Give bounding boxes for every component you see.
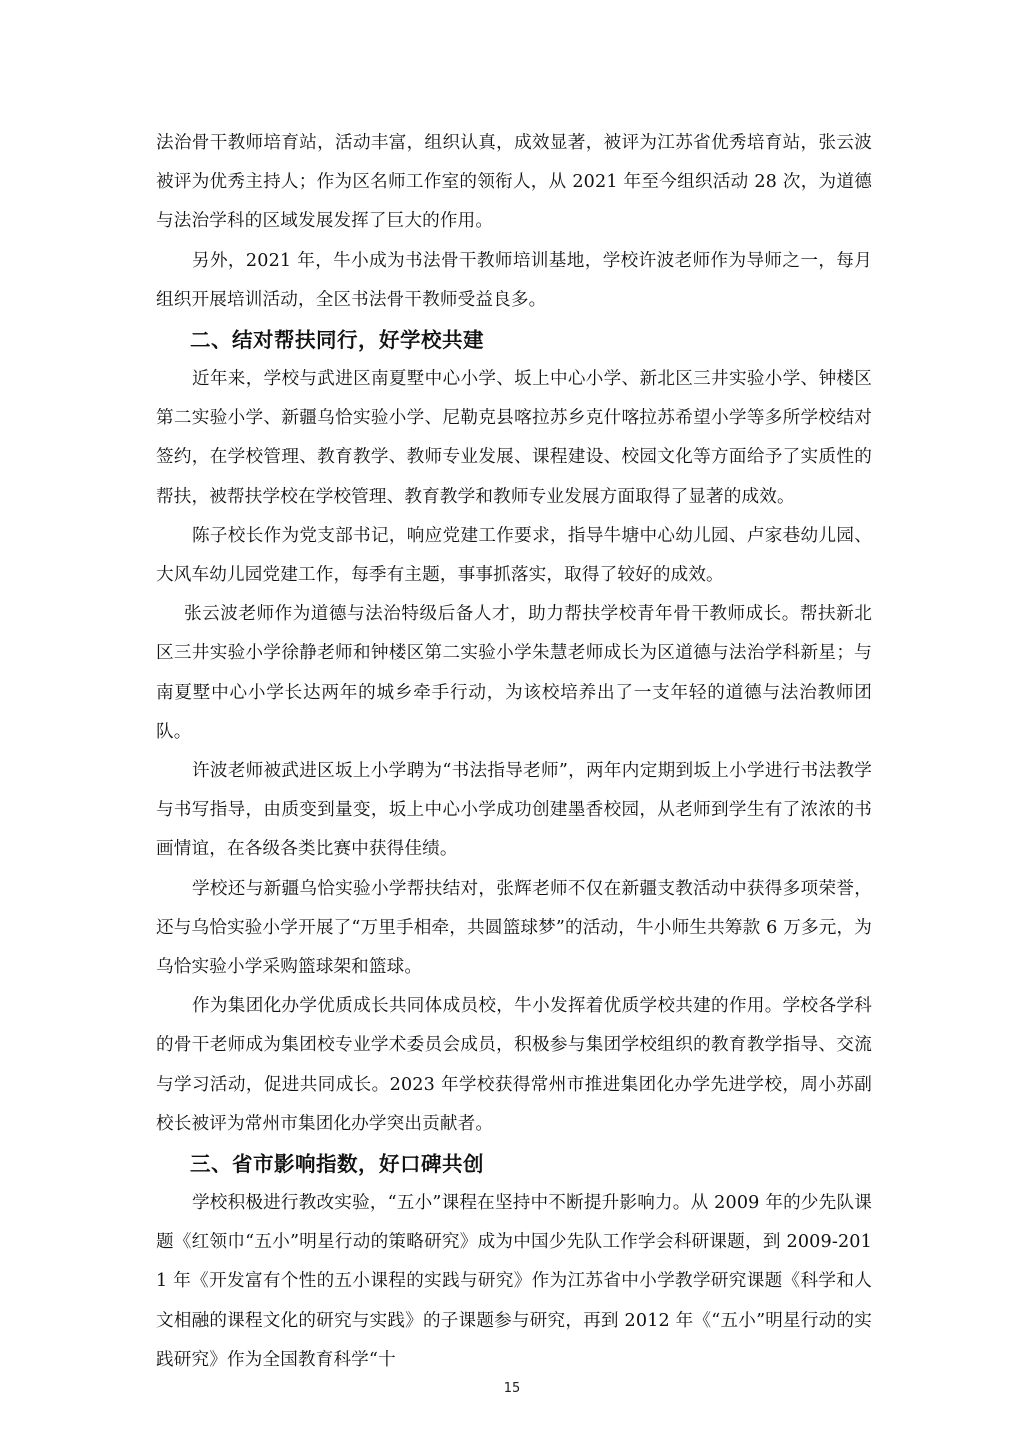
paragraph-calligraphy-guidance: 许波老师被武进区坂上小学聘为“书法指导老师”，两年内定期到坂上小学进行书法教学与书写指导，由质变到量变，坂上中心小学成功创建墨香校园，从老师到学生有了浓浓的书画情谊，在各级各类比赛中获得佳绩。	[156, 761, 872, 860]
paragraph-school-partnership: 近年来，学校与武进区南夏墅中心小学、坂上中心小学、新北区三井实验小学、钟楼区第二实验小学、新疆乌恰实验小学、尼勒克县喀拉苏乡克什喀拉苏希望小学等多所学校结对签约，在学校管理、教育教学、教师专业发展、课程建设、校园文化等方面给予了实质性的帮扶，被帮扶学校在学校管理、教育教学和教师专业发展方面取得了显著的成效。	[156, 369, 872, 507]
paragraph-party-building: 陈子校长作为党支部书记，响应党建工作要求，指导牛塘中心幼儿园、卢家巷幼儿园、大风车幼儿园党建工作，每季有主题，事事抓落实，取得了较好的成效。	[156, 525, 872, 586]
paragraph-continued: 法治骨干教师培育站，活动丰富，组织认真，成效显著，被评为江苏省优秀培育站，张云波被评为优秀主持人；作为区名师工作室的领衔人，从 2021 年至今组织活动 28 次，为道德与法治学科的区域发展发挥了巨大的作用。	[156, 133, 872, 232]
section-heading-3: 三、省市影响指数，好口碑共创	[190, 1152, 484, 1177]
paragraph-teacher-growth: 张云波老师作为道德与法治特级后备人才，助力帮扶学校青年骨干教师成长。帮扶新北区三井实验小学徐静老师和钟楼区第二实验小学朱慧老师成长为区道德与法治学科新星；与南夏墅中心小学长达两年的城乡牵手行动，为该校培养出了一支年轻的道德与法治教师团队。	[156, 604, 872, 742]
paragraph-xinjiang-support: 学校还与新疆乌恰实验小学帮扶结对，张辉老师不仅在新疆支教活动中获得多项荣誉，还与乌恰实验小学开展了“万里手相牵，共圆篮球梦”的活动，牛小师生共筹款 6 万多元，为乌恰实验小学采购篮球架和篮球。	[156, 878, 872, 978]
page-number: 15	[503, 1381, 521, 1396]
page-body	[156, 124, 872, 1380]
paragraph-curriculum-reform: 学校积极进行教改实验，“五小”课程在坚持中不断提升影响力。从 2009 年的少先队课题《红领巾“五小”明星行动的策略研究》成为中国少先队工作学会科研课题，到 2009-2011 年《开发富有个性的五小课程的实践与研究》作为江苏省中小学教学研究课题《科学和人文相融的课程文化的研究与实践》的子课题参与研究，再到 2012 年《“五小”明星行动的实践研究》作为全国教育科学“十	[156, 1193, 872, 1370]
section-heading-2: 二、结对帮扶同行，好学校共建	[190, 328, 484, 353]
paragraph-calligraphy-base: 另外，2021 年，牛小成为书法骨干教师培训基地，学校许波老师作为导师之一，每月组织开展培训活动，全区书法骨干教师受益良多。	[156, 250, 872, 310]
paragraph-group-schooling: 作为集团化办学优质成长共同体成员校，牛小发挥着优质学校共建的作用。学校各学科的骨干老师成为集团校专业学术委员会成员，积极参与集团学校组织的教育教学指导、交流与学习活动，促进共同成长。2023 年学校获得常州市推进集团化办学先进学校，周小苏副校长被评为常州市集团化办学突出贡献者。	[156, 996, 872, 1134]
